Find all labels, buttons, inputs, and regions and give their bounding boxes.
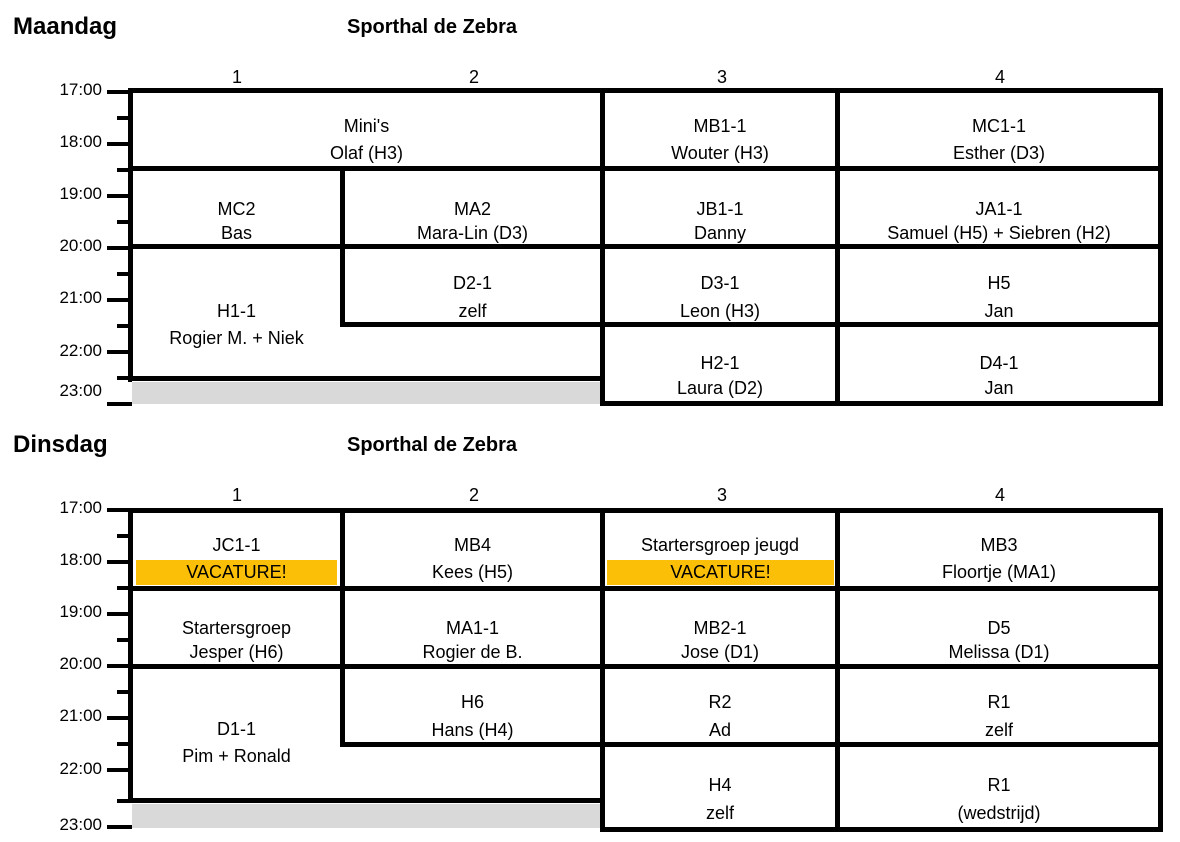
trainer-name: Melissa (D1) <box>948 642 1050 662</box>
trainer-name: Danny <box>693 223 747 243</box>
trainer-name: Wouter (H3) <box>671 143 769 163</box>
grid-line <box>128 88 1163 93</box>
training-slot <box>840 532 1158 586</box>
training-slot <box>133 615 340 666</box>
trainer-name: Esther (D3) <box>952 143 1046 163</box>
training-slot <box>345 532 600 586</box>
court-header-4: 4 <box>994 67 1005 87</box>
trainer-name: Hans (H4) <box>431 720 514 740</box>
team-name: D1-1 <box>216 719 256 739</box>
team-name: MB1-1 <box>693 116 747 136</box>
team-name: MA2 <box>453 199 491 219</box>
venue-name: Sporthal de Zebra <box>347 16 518 38</box>
time-label: 20:00 <box>59 654 102 673</box>
hour-tick <box>107 402 132 406</box>
time-label: 21:00 <box>59 706 102 725</box>
team-name: D2-1 <box>452 273 492 293</box>
grid-line <box>128 508 1163 513</box>
grid-line <box>128 376 605 381</box>
trainer-name: Rogier M. + Niek <box>169 328 304 348</box>
trainer-name: Pim + Ronald <box>182 746 291 766</box>
training-slot <box>840 615 1158 666</box>
training-slot <box>133 298 340 352</box>
grid-line <box>128 586 1163 591</box>
trainer-name: (wedstrijd) <box>957 803 1041 823</box>
training-slot <box>605 196 835 247</box>
trainer-name: Floortje (MA1) <box>941 562 1057 582</box>
trainer-name: zelf <box>705 803 734 823</box>
trainer-name: Jose (D1) <box>680 642 760 662</box>
training-slot <box>605 615 835 666</box>
time-label: 20:00 <box>59 236 102 255</box>
day-title: Dinsdag <box>13 431 108 458</box>
training-slot <box>345 196 600 247</box>
day-schedule-dinsdag <box>0 418 1180 842</box>
team-name: D4-1 <box>979 353 1019 373</box>
trainer-name: Kees (H5) <box>431 562 514 582</box>
time-label: 17:00 <box>59 80 102 99</box>
trainer-name: Jesper (H6) <box>189 642 284 662</box>
training-slot <box>840 113 1158 167</box>
team-name: MB2-1 <box>693 618 747 638</box>
grid-line <box>1158 508 1163 832</box>
day-schedule-maandag <box>0 0 1180 415</box>
time-label: 22:00 <box>59 759 102 778</box>
team-name: Startersgroep jeugd <box>640 535 800 555</box>
trainer-name: Olaf (H3) <box>329 143 403 163</box>
time-label: 19:00 <box>59 602 102 621</box>
trainer-name: Leon (H3) <box>679 301 761 321</box>
training-slot <box>840 689 1158 744</box>
training-slot <box>840 350 1158 402</box>
team-name: MB3 <box>980 535 1018 555</box>
team-name: D3-1 <box>700 273 740 293</box>
training-slot <box>605 270 835 325</box>
team-name: H1-1 <box>216 301 256 321</box>
team-name: R1 <box>987 775 1011 795</box>
team-name: Startersgroep <box>181 618 292 638</box>
training-slot <box>133 113 600 167</box>
court-header-1: 1 <box>231 67 242 87</box>
time-label: 19:00 <box>59 184 102 203</box>
team-name: MC1-1 <box>971 116 1026 136</box>
training-slot <box>605 532 835 559</box>
team-name: JC1-1 <box>212 535 261 555</box>
team-name: H4 <box>708 775 732 795</box>
time-label: 18:00 <box>59 550 102 569</box>
trainer-name: Bas <box>220 223 253 243</box>
team-name: Mini's <box>343 116 390 136</box>
grid-line <box>600 827 1163 832</box>
training-slot <box>605 772 835 827</box>
venue-name: Sporthal de Zebra <box>347 434 518 456</box>
trainer-name: Mara-Lin (D3) <box>416 223 529 243</box>
court-header-3: 3 <box>716 485 727 505</box>
training-slot <box>345 615 600 666</box>
training-slot <box>605 113 835 167</box>
empty-slot <box>132 804 602 828</box>
trainer-name: Ad <box>708 720 732 740</box>
team-name: R2 <box>708 692 732 712</box>
time-label: 17:00 <box>59 498 102 517</box>
hour-tick <box>107 825 132 829</box>
team-name: MC2 <box>217 199 256 219</box>
vacancy-banner: VACATURE! <box>136 560 337 585</box>
court-header-4: 4 <box>994 485 1005 505</box>
trainer-name: Rogier de B. <box>422 642 523 662</box>
empty-slot <box>132 382 602 404</box>
team-name: MA1-1 <box>445 618 499 638</box>
time-label: 21:00 <box>59 288 102 307</box>
team-name: R1 <box>987 692 1011 712</box>
trainer-name: zelf <box>984 720 1013 740</box>
training-slot <box>133 196 340 247</box>
court-header-3: 3 <box>716 67 727 87</box>
training-slot <box>840 196 1158 247</box>
training-slot <box>133 716 340 770</box>
trainer-name: Jan <box>984 378 1014 398</box>
training-slot <box>840 772 1158 827</box>
training-slot <box>345 689 600 744</box>
time-label: 22:00 <box>59 341 102 360</box>
team-name: H5 <box>987 273 1011 293</box>
time-label: 23:00 <box>59 815 102 834</box>
team-name: H2-1 <box>700 353 740 373</box>
trainer-name: Laura (D2) <box>676 378 764 398</box>
time-label: 18:00 <box>59 132 102 151</box>
trainer-name: zelf <box>458 301 487 321</box>
training-slot <box>133 532 340 559</box>
day-title: Maandag <box>13 13 118 40</box>
court-header-2: 2 <box>468 485 479 505</box>
grid-line <box>1158 88 1163 406</box>
team-name: H6 <box>460 692 484 712</box>
team-name: D5 <box>987 618 1011 638</box>
team-name: JA1-1 <box>975 199 1023 219</box>
training-slot <box>605 350 835 402</box>
court-header-2: 2 <box>468 67 479 87</box>
team-name: MB4 <box>453 535 491 555</box>
court-header-1: 1 <box>231 485 242 505</box>
vacancy-banner: VACATURE! <box>607 560 834 585</box>
time-label: 23:00 <box>59 381 102 400</box>
training-slot <box>605 689 835 744</box>
training-slot <box>345 270 600 325</box>
training-slot <box>840 270 1158 325</box>
trainer-name: Samuel (H5) + Siebren (H2) <box>887 223 1111 243</box>
team-name: JB1-1 <box>696 199 744 219</box>
grid-line <box>128 798 605 803</box>
trainer-name: Jan <box>984 301 1014 321</box>
